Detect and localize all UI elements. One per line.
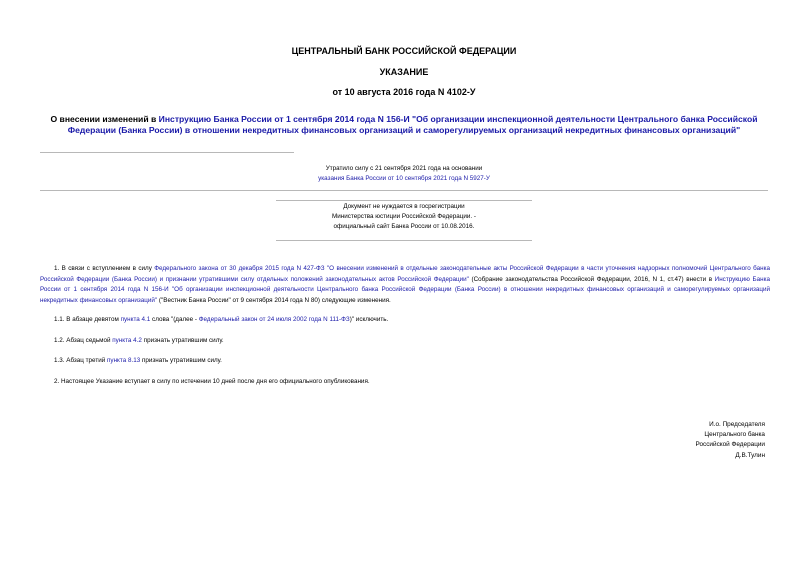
- clause-4-1-link[interactable]: пункта 4.1: [120, 316, 151, 323]
- paragraph-text: слова "(далее -: [150, 316, 199, 323]
- signatory-title: Центрального банка: [704, 431, 765, 439]
- document-title: [36, 114, 772, 136]
- paragraph-text: )" исключить.: [349, 316, 389, 323]
- federal-law-111-link[interactable]: Федеральный закон от 24 июля 2002 года N 111-ФЗ: [198, 316, 350, 323]
- signature-block: [605, 420, 765, 461]
- registration-notice: [40, 202, 768, 232]
- paragraph-text: 1.1. В абзаце девятом: [54, 316, 121, 323]
- divider: [276, 240, 532, 241]
- paragraph-text: 1.2. Абзац седьмой: [54, 337, 113, 344]
- paragraph-text: (Собрание законодательства Российской Федерации, 2016, N 1, ст.47) внести в: [468, 275, 715, 283]
- federal-law-link[interactable]: Федерального закона от 30 декабря 2015 года N 427-ФЗ "О внесении изменений в отдельные законодательные акты Российской Федерации в части уточнения надзорных полномочий Центрального банка Российской Федерации (Банка России) и признании утратившими силу отдельных положений законодательных актов Российской Федерации": [40, 265, 771, 283]
- paragraph-text: ("Вестник Банка России" от 9 сентября 2014 года N 80) следующие изменения.: [157, 296, 391, 304]
- paragraph-2: 2. Настоящее Указание вступает в силу по истечении 10 дней после дня его официального опубликования.: [54, 378, 370, 385]
- paragraph-1-1: [40, 315, 784, 325]
- registration-line: Документ не нуждается в госрегистрации: [343, 203, 465, 210]
- clause-8-13-link[interactable]: пункта 8.13: [107, 357, 141, 364]
- document-type: УКАЗАНИЕ: [379, 67, 429, 77]
- signatory-title: И.о. Председателя: [709, 421, 765, 428]
- divider: [276, 200, 532, 201]
- instruction-link[interactable]: Инструкцию Банка России от 1 сентября 2014 года N 156-И "Об организации инспекционной деятельности Центрального банка Российской Федерации (Банка России) в отношении некредитных финансовых организаций и саморегулируемых организаций некредитных финансовых организаций": [40, 275, 770, 304]
- divider: [40, 152, 294, 153]
- status-text: Утратило силу с 21 сентября 2021 года на основании: [325, 165, 483, 172]
- signatory-name: Д.В.Тулин: [735, 451, 765, 459]
- signatory-title: Российской Федерации: [695, 441, 765, 449]
- paragraph-1-3: [40, 356, 784, 366]
- registration-line: Министерства юстиции Российской Федерации. -: [331, 213, 476, 220]
- title-prefix: О внесении изменений в: [50, 114, 159, 124]
- paragraph-1: [40, 264, 770, 306]
- document-date-number: от 10 августа 2016 года N 4102-У: [332, 87, 476, 97]
- paragraph-text: 1.3. Абзац третий: [54, 357, 108, 364]
- paragraph-text: признать утратившим силу.: [140, 357, 222, 364]
- paragraph-1-2: [40, 336, 784, 346]
- status-repeal-link[interactable]: указания Банка России от 10 сентября 2021 года N 5927-У: [318, 175, 490, 182]
- divider: [40, 190, 768, 191]
- registration-line: официальный сайт Банка России от 10.08.2016.: [333, 223, 475, 230]
- paragraph-text: признать утратившим силу.: [141, 337, 224, 344]
- clause-4-2-link[interactable]: пункта 4.2: [112, 337, 142, 344]
- paragraph-text: 1. В связи с вступлением в силу: [54, 265, 155, 272]
- title-instruction-link[interactable]: Инструкцию Банка России от 1 сентября 2014 года N 156-И "Об организации инспекционной деятельности Центрального банка Российской Федерации (Банка России) в отношении некредитных финансовых организаций и саморегулируемых организаций некредитных финансовых организаций": [67, 114, 758, 135]
- issuer-heading: ЦЕНТРАЛЬНЫЙ БАНК РОССИЙСКОЙ ФЕДЕРАЦИИ: [291, 46, 517, 56]
- status-notice: [40, 164, 768, 184]
